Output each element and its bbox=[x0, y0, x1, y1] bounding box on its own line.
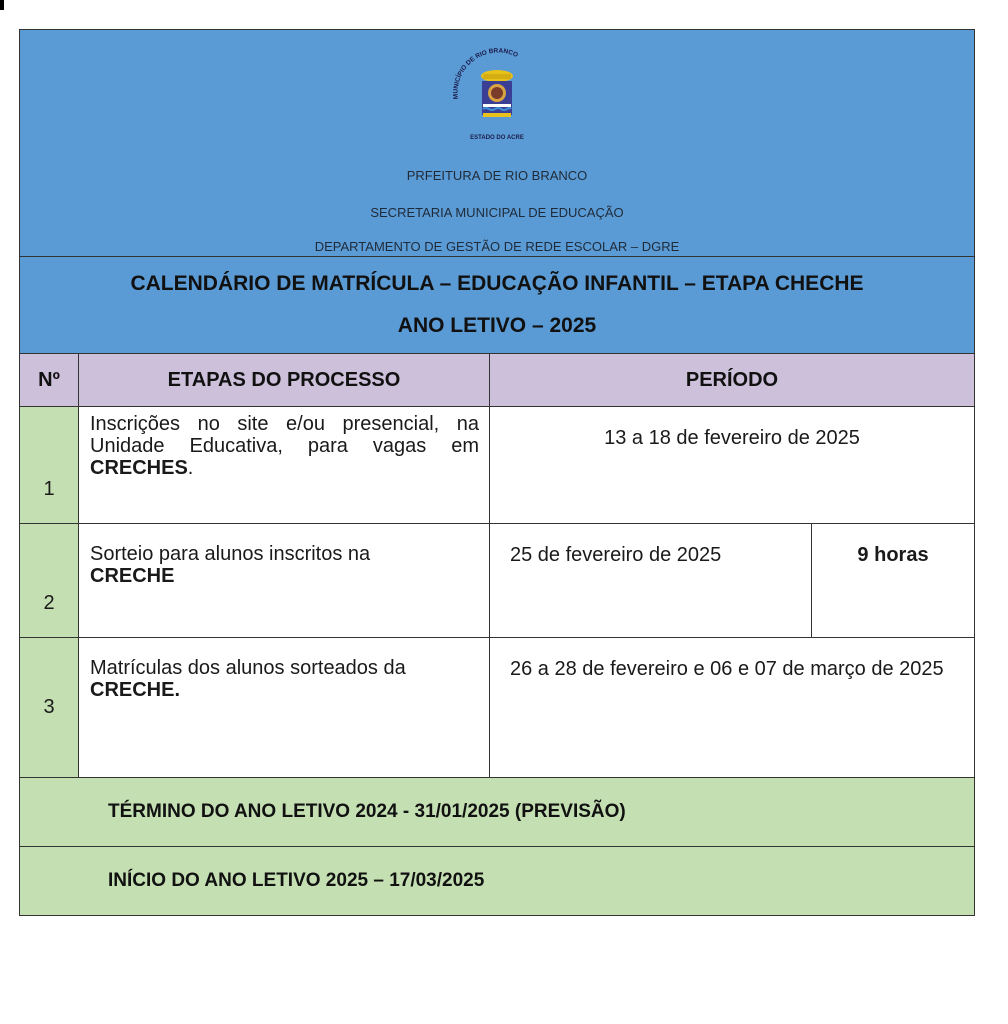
stage-highlight: CRECHE. bbox=[90, 679, 181, 701]
table-row bbox=[20, 638, 975, 778]
enrollment-calendar-table bbox=[19, 29, 975, 916]
org-prefecture: PRFEITURA DE RIO BRANCO bbox=[406, 168, 588, 183]
column-header-number: Nº bbox=[20, 354, 79, 407]
table-row bbox=[20, 407, 975, 524]
school-year-end-note: TÉRMINO DO ANO LETIVO 2024 - 31/01/2025 (PREVISÃO) bbox=[20, 778, 975, 847]
stage-time: 9 horas bbox=[812, 524, 975, 638]
crown-icon bbox=[481, 70, 513, 82]
table-row bbox=[20, 524, 975, 638]
row-number: 3 bbox=[20, 638, 79, 778]
stage-period: 25 de fevereiro de 2025 bbox=[490, 524, 812, 638]
stage-period: 13 a 18 de fevereiro de 2025 bbox=[490, 407, 975, 524]
stage-description: Matrículas dos alunos sorteados da CRECHE. bbox=[79, 638, 490, 778]
logo-arc-text: MUNICÍPIO DE RIO BRANCO bbox=[452, 47, 519, 100]
shield-icon bbox=[482, 81, 512, 117]
corner-mark bbox=[0, 0, 4, 10]
stage-highlight: CRECHES bbox=[90, 457, 188, 479]
school-year-title: ANO LETIVO – 2025 bbox=[397, 314, 597, 337]
stage-description: Sorteio para alunos inscritos na CRECHE bbox=[79, 524, 490, 638]
row-number: 1 bbox=[20, 407, 79, 524]
title-block bbox=[20, 257, 975, 354]
header-block bbox=[20, 30, 975, 257]
column-header-period: PERÍODO bbox=[490, 354, 975, 407]
org-department: DEPARTAMENTO DE GESTÃO DE REDE ESCOLAR – DGRE bbox=[314, 239, 680, 254]
logo-state-text: ESTADO DO ACRE bbox=[470, 135, 524, 141]
stage-period: 26 a 28 de fevereiro e 06 e 07 de março de 2025 bbox=[490, 638, 975, 778]
document-title: CALENDÁRIO DE MATRÍCULA – EDUCAÇÃO INFANTIL – ETAPA CHECHE bbox=[130, 272, 864, 295]
row-number: 2 bbox=[20, 524, 79, 638]
school-year-start-note: INÍCIO DO ANO LETIVO 2025 – 17/03/2025 bbox=[20, 847, 975, 916]
column-header-stages: ETAPAS DO PROCESSO bbox=[79, 354, 490, 407]
org-secretariat: SECRETARIA MUNICIPAL DE EDUCAÇÃO bbox=[370, 205, 624, 220]
municipal-coat-of-arms-logo bbox=[442, 47, 552, 147]
stage-description: Inscrições no site e/ou presencial, na Unidade Educativa, para vagas em CRECHES. bbox=[79, 407, 490, 524]
stage-highlight: CRECHE bbox=[90, 565, 175, 587]
